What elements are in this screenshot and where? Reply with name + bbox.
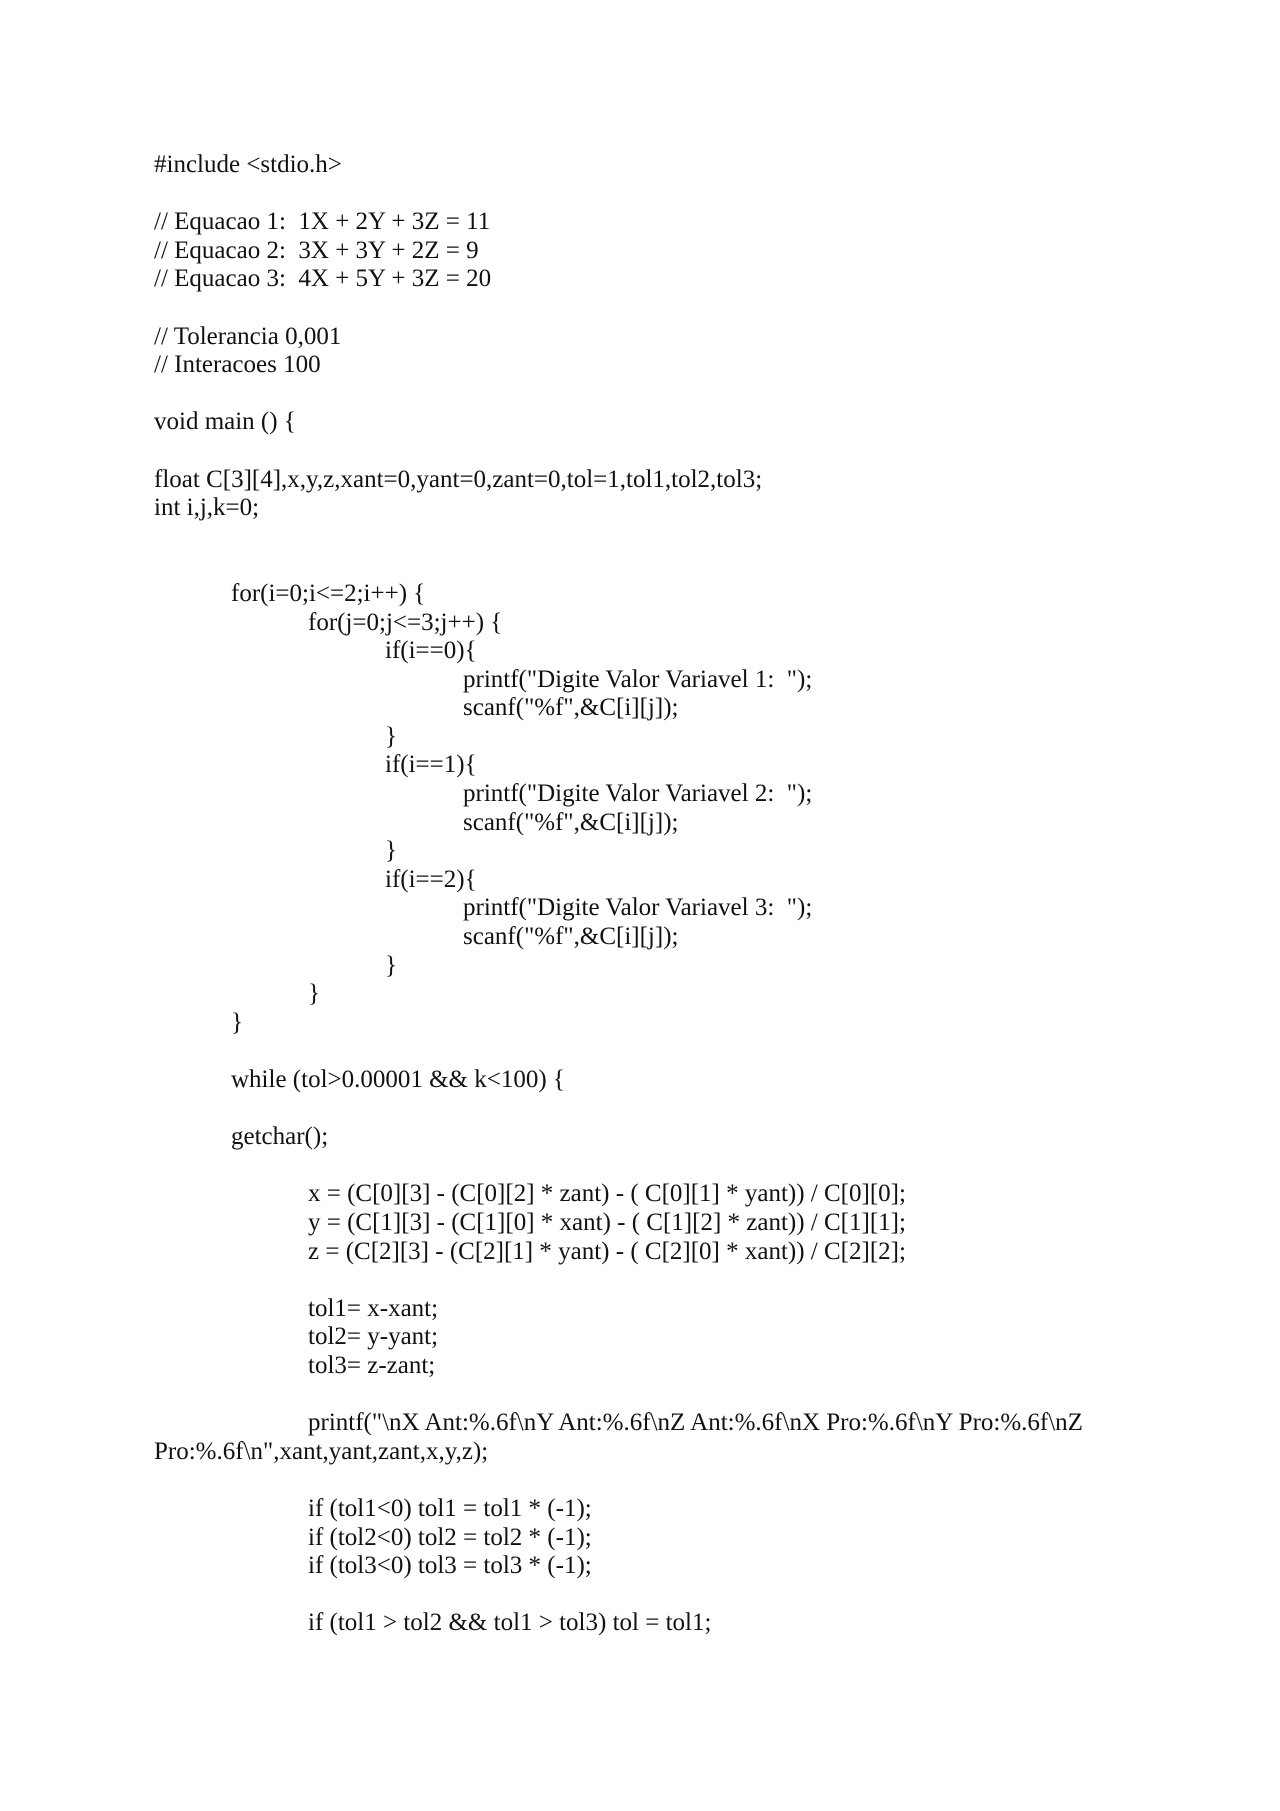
code-line: scanf("%f",&C[i][j]); — [463, 923, 679, 951]
code-line: // Tolerancia 0,001 — [154, 322, 342, 350]
blank-line — [154, 294, 1154, 323]
code-line: while (tol>0.00001 && k<100) { — [231, 1066, 565, 1093]
code-line: printf("Digite Valor Variavel 1: "); — [463, 665, 813, 693]
code-line: tol1= x-xant; — [308, 1294, 439, 1322]
code-line: y = (C[1][3] - (C[1][0] * xant) - ( C[1][2] * zant)) / C[1][1]; — [308, 1208, 906, 1236]
code-line: if (tol2<0) tol2 = tol2 * (-1); — [308, 1523, 592, 1551]
code-line: // Equacao 3: 4X + 5Y + 3Z = 20 — [154, 265, 492, 293]
code-line: x = (C[0][3] - (C[0][2] * zant) - ( C[0][1] * yant)) / C[0][0]; — [308, 1180, 906, 1208]
blank-line — [154, 1095, 1154, 1124]
code-line: scanf("%f",&C[i][j]); — [463, 694, 679, 722]
code-line: for(j=0;j<=3;j++) { — [308, 608, 503, 636]
code-line: if (tol1 > tol2 && tol1 > tol3) tol = tol1; — [308, 1609, 712, 1637]
code-line: scanf("%f",&C[i][j]); — [463, 808, 679, 836]
blank-line — [154, 1466, 1154, 1495]
code-line: } — [385, 837, 397, 865]
code-line: if(i==0){ — [385, 637, 477, 665]
blank-line — [154, 523, 1154, 552]
blank-line — [154, 180, 1154, 209]
code-line: if(i==1){ — [385, 751, 477, 779]
code-line: printf("Digite Valor Variavel 3: "); — [463, 894, 813, 922]
code-line: // Interacoes 100 — [154, 351, 321, 379]
code-line: tol2= y-yant; — [308, 1323, 439, 1351]
code-line: z = (C[2][3] - (C[2][1] * yant) - ( C[2][0] * xant)) / C[2][2]; — [308, 1237, 906, 1265]
code-line: printf("\nX Ant:%.6f\nY Ant:%.6f\nZ Ant:%.6f\nX Pro:%.6f\nY Pro:%.6f\nZ Pro:%.6f\n",xant,yant,zant,x,y,z); — [154, 1409, 1083, 1465]
blank-line — [154, 1381, 1154, 1410]
code-line: if(i==2){ — [385, 865, 477, 893]
blank-line — [154, 1581, 1154, 1610]
blank-line — [154, 1152, 1154, 1181]
code-line: for(i=0;i<=2;i++) { — [231, 579, 426, 607]
code-line: int i,j,k=0; — [154, 494, 260, 522]
code-line: // Equacao 2: 3X + 3Y + 2Z = 9 — [154, 236, 479, 264]
code-line: printf("Digite Valor Variavel 2: "); — [463, 780, 813, 808]
code-line: void main () { — [154, 408, 296, 436]
code-line: if (tol3<0) tol3 = tol3 * (-1); — [308, 1552, 592, 1580]
code-line: } — [308, 980, 320, 1008]
code-line: } — [231, 1008, 243, 1036]
code-line: // Equacao 1: 1X + 2Y + 3Z = 11 — [154, 208, 491, 236]
blank-line — [154, 437, 1154, 466]
blank-line — [154, 1037, 1154, 1066]
code-line: } — [385, 951, 397, 979]
code-line: getchar(); — [231, 1123, 329, 1151]
code-line: #include <stdio.h> — [154, 151, 342, 178]
blank-line — [154, 380, 1154, 409]
code-listing — [154, 151, 1154, 1638]
blank-line — [154, 1266, 1154, 1295]
code-line: if (tol1<0) tol1 = tol1 * (-1); — [308, 1494, 592, 1522]
blank-line — [154, 551, 1154, 580]
code-line: tol3= z-zant; — [308, 1351, 436, 1379]
code-line: } — [385, 722, 397, 750]
code-line: float C[3][4],x,y,z,xant=0,yant=0,zant=0,tol=1,tol1,tol2,tol3; — [154, 465, 763, 493]
